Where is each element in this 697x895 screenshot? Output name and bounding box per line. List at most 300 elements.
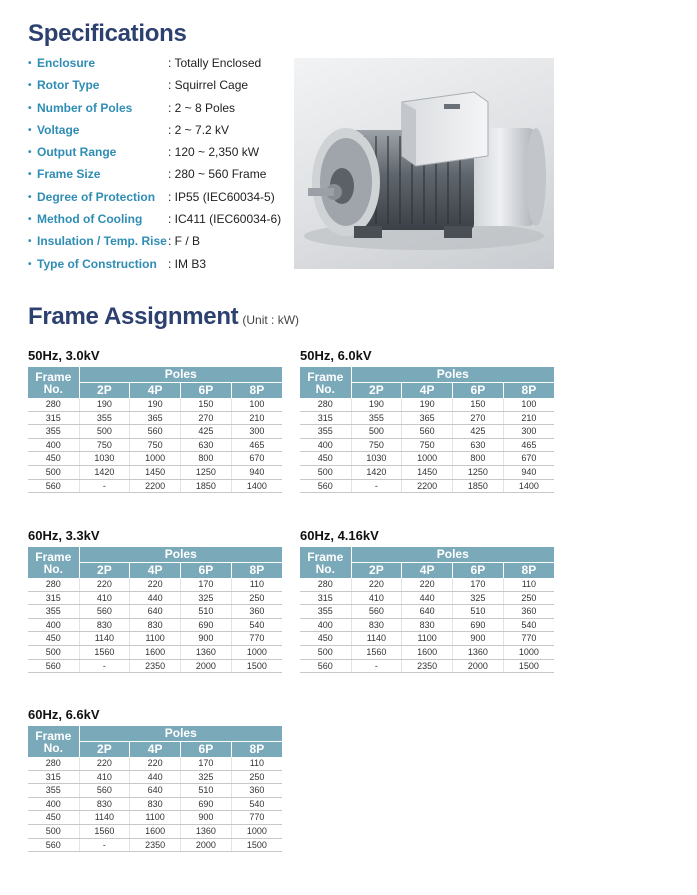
frame-table-block: [300, 528, 554, 673]
output-cell: 1140: [79, 632, 130, 646]
output-cell: 1560: [79, 824, 130, 838]
output-cell: 2350: [130, 659, 181, 673]
frame-no-cell: 355: [300, 605, 351, 619]
output-cell: 640: [130, 605, 181, 619]
output-cell: 1500: [503, 659, 554, 673]
output-cell: 560: [79, 784, 130, 798]
frame-no-header: Frame No.: [28, 726, 79, 757]
output-cell: 750: [79, 438, 130, 452]
output-cell: 1140: [79, 811, 130, 825]
output-cell: 2000: [181, 659, 232, 673]
output-cell: 750: [130, 438, 181, 452]
pole-column-header: 8P: [231, 563, 282, 579]
output-cell: 1420: [351, 465, 402, 479]
output-cell: 770: [503, 632, 554, 646]
table-row: [300, 591, 554, 605]
output-cell: 1360: [181, 645, 232, 659]
table-row: [28, 578, 282, 591]
output-cell: 800: [453, 452, 504, 466]
bullet-icon: •: [28, 124, 32, 136]
spec-value: : IM B3: [168, 256, 207, 271]
output-cell: 1100: [402, 632, 453, 646]
output-cell: 1560: [351, 645, 402, 659]
specifications-list: [28, 56, 308, 279]
bullet-icon: •: [28, 147, 32, 159]
spec-label: Insulation / Temp. Rise: [37, 234, 167, 249]
spec-label: Method of Cooling: [37, 212, 143, 227]
output-cell: 630: [453, 438, 504, 452]
spec-label: Enclosure: [37, 56, 96, 70]
spec-label: Frame Size: [37, 167, 101, 182]
bullet-icon: •: [28, 214, 32, 226]
spec-item: [28, 257, 308, 279]
table-row: [28, 618, 282, 632]
pole-column-header: 6P: [453, 383, 504, 399]
frame-assignment-unit: (Unit : kW): [242, 313, 300, 327]
pole-column-header: 4P: [130, 563, 181, 579]
frame-no-cell: 500: [28, 824, 79, 838]
frame-no-cell: 450: [300, 632, 351, 646]
frame-no-cell: 315: [300, 591, 351, 605]
output-cell: -: [79, 659, 130, 673]
table-title: 60Hz, 4.16kV: [300, 528, 379, 543]
bullet-icon: •: [28, 58, 32, 69]
frame-no-cell: 560: [28, 479, 79, 493]
output-cell: 220: [130, 578, 181, 591]
frame-no-header: Frame No.: [300, 367, 351, 398]
bullet-icon: •: [28, 258, 32, 270]
pole-column-header: 2P: [79, 742, 130, 758]
frame-no-cell: 400: [300, 618, 351, 632]
output-cell: 1360: [453, 645, 504, 659]
table-row: [300, 645, 554, 659]
output-cell: 1400: [231, 479, 282, 493]
pole-column-header: 8P: [231, 383, 282, 399]
frame-no-cell: 280: [28, 398, 79, 411]
pole-column-header: 8P: [503, 383, 554, 399]
bullet-icon: •: [28, 236, 32, 248]
spec-value: : IP55 (IEC60034-5): [168, 189, 275, 204]
output-cell: 540: [231, 618, 282, 632]
spec-value: : 2 ~ 7.2 kV: [168, 122, 230, 137]
output-cell: 440: [130, 770, 181, 784]
spec-item: [28, 123, 308, 145]
output-cell: 250: [231, 591, 282, 605]
spec-item: [28, 56, 308, 78]
output-cell: 300: [231, 425, 282, 439]
table-row: [28, 632, 282, 646]
frame-no-cell: 280: [300, 398, 351, 411]
output-cell: 150: [181, 398, 232, 411]
output-cell: 1850: [181, 479, 232, 493]
output-cell: 2350: [402, 659, 453, 673]
frame-assignment-title: Frame Assignment: [28, 303, 239, 330]
spec-item: [28, 190, 308, 212]
output-cell: 510: [181, 784, 232, 798]
output-cell: 2200: [130, 479, 181, 493]
output-cell: 690: [181, 797, 232, 811]
frame-table-block: [300, 348, 554, 493]
output-cell: 540: [503, 618, 554, 632]
output-cell: 1100: [130, 811, 181, 825]
output-cell: 190: [130, 398, 181, 411]
table-row: [28, 438, 282, 452]
pole-column-header: 6P: [453, 563, 504, 579]
output-cell: 830: [79, 618, 130, 632]
bullet-icon: •: [28, 102, 32, 114]
frame-no-cell: 560: [28, 838, 79, 852]
table-row: [28, 605, 282, 619]
table-row: [28, 770, 282, 784]
output-cell: 690: [453, 618, 504, 632]
frame-table: [28, 367, 282, 493]
output-cell: 560: [79, 605, 130, 619]
output-cell: 210: [503, 411, 554, 425]
output-cell: 1400: [503, 479, 554, 493]
output-cell: 900: [181, 632, 232, 646]
frame-no-cell: 560: [300, 659, 351, 673]
spec-value: : Totally Enclosed: [168, 56, 262, 70]
frame-table-block: [28, 528, 282, 673]
output-cell: 1600: [130, 824, 181, 838]
table-row: [300, 425, 554, 439]
pole-column-header: 4P: [130, 383, 181, 399]
output-cell: 2000: [453, 659, 504, 673]
output-cell: 1360: [181, 824, 232, 838]
output-cell: 270: [181, 411, 232, 425]
motor-illustration: [294, 58, 554, 269]
table-row: [28, 398, 282, 411]
output-cell: 1000: [231, 645, 282, 659]
output-cell: 1450: [402, 465, 453, 479]
pole-column-header: 2P: [351, 563, 402, 579]
pole-column-header: 2P: [79, 383, 130, 399]
output-cell: 440: [402, 591, 453, 605]
output-cell: 355: [79, 411, 130, 425]
output-cell: 170: [181, 757, 232, 770]
poles-header: Poles: [79, 547, 282, 563]
frame-assignment-heading: [28, 303, 299, 331]
output-cell: 770: [231, 632, 282, 646]
output-cell: 250: [503, 591, 554, 605]
spec-label: Degree of Protection: [37, 189, 156, 204]
frame-no-cell: 280: [300, 578, 351, 591]
output-cell: 560: [130, 425, 181, 439]
output-cell: 270: [453, 411, 504, 425]
frame-no-cell: 280: [28, 578, 79, 591]
output-cell: 110: [231, 578, 282, 591]
output-cell: 750: [351, 438, 402, 452]
output-cell: 110: [503, 578, 554, 591]
output-cell: 300: [503, 425, 554, 439]
output-cell: 2000: [181, 838, 232, 852]
table-row: [28, 479, 282, 493]
frame-no-cell: 500: [28, 645, 79, 659]
output-cell: 210: [231, 411, 282, 425]
pole-column-header: 4P: [402, 383, 453, 399]
pole-column-header: 4P: [130, 742, 181, 758]
output-cell: 465: [231, 438, 282, 452]
output-cell: 670: [231, 452, 282, 466]
pole-column-header: 6P: [181, 563, 232, 579]
frame-no-cell: 450: [300, 452, 351, 466]
frame-table: [300, 367, 554, 493]
output-cell: 830: [130, 618, 181, 632]
output-cell: 100: [231, 398, 282, 411]
spec-label: Type of Construction: [37, 256, 157, 271]
pole-column-header: 8P: [231, 742, 282, 758]
poles-header: Poles: [79, 367, 282, 383]
frame-no-cell: 355: [300, 425, 351, 439]
table-row: [28, 465, 282, 479]
table-row: [28, 797, 282, 811]
output-cell: 220: [79, 757, 130, 770]
output-cell: 560: [351, 605, 402, 619]
output-cell: 360: [503, 605, 554, 619]
output-cell: 360: [231, 784, 282, 798]
pole-column-header: 6P: [181, 742, 232, 758]
output-cell: 2350: [130, 838, 181, 852]
output-cell: 410: [79, 770, 130, 784]
table-row: [300, 632, 554, 646]
spec-item: [28, 167, 308, 189]
output-cell: 640: [130, 784, 181, 798]
output-cell: 900: [453, 632, 504, 646]
pole-column-header: 6P: [181, 383, 232, 399]
output-cell: 830: [351, 618, 402, 632]
frame-no-cell: 355: [28, 425, 79, 439]
table-row: [300, 605, 554, 619]
spec-label: Voltage: [37, 122, 80, 137]
spec-label: Number of Poles: [37, 100, 133, 115]
output-cell: 250: [231, 770, 282, 784]
spec-item: [28, 212, 308, 234]
output-cell: -: [351, 479, 402, 493]
output-cell: 190: [402, 398, 453, 411]
table-row: [28, 824, 282, 838]
table-row: [300, 465, 554, 479]
output-cell: 190: [79, 398, 130, 411]
frame-no-cell: 355: [28, 784, 79, 798]
frame-no-cell: 400: [300, 438, 351, 452]
output-cell: 560: [402, 425, 453, 439]
table-row: [300, 398, 554, 411]
output-cell: 940: [231, 465, 282, 479]
output-cell: 1420: [79, 465, 130, 479]
table-row: [28, 591, 282, 605]
output-cell: 1450: [130, 465, 181, 479]
output-cell: 940: [503, 465, 554, 479]
output-cell: 410: [351, 591, 402, 605]
table-title: 60Hz, 3.3kV: [28, 528, 100, 543]
output-cell: 1600: [402, 645, 453, 659]
table-row: [300, 438, 554, 452]
bullet-icon: •: [28, 191, 32, 203]
frame-table-block: [28, 707, 282, 852]
output-cell: 100: [503, 398, 554, 411]
output-cell: 220: [130, 757, 181, 770]
frame-no-cell: 280: [28, 757, 79, 770]
frame-no-cell: 400: [28, 438, 79, 452]
output-cell: 1250: [453, 465, 504, 479]
spec-value: : 2 ~ 8 Poles: [168, 100, 236, 115]
table-row: [28, 425, 282, 439]
output-cell: 670: [503, 452, 554, 466]
output-cell: 1000: [231, 824, 282, 838]
output-cell: 500: [79, 425, 130, 439]
table-row: [28, 757, 282, 770]
frame-no-cell: 560: [28, 659, 79, 673]
spec-label: Output Range: [37, 145, 117, 160]
output-cell: 630: [181, 438, 232, 452]
frame-no-cell: 400: [28, 797, 79, 811]
output-cell: 190: [351, 398, 402, 411]
table-row: [300, 578, 554, 591]
pole-column-header: 2P: [79, 563, 130, 579]
output-cell: 800: [181, 452, 232, 466]
spec-item: [28, 78, 308, 100]
output-cell: 425: [453, 425, 504, 439]
output-cell: -: [79, 479, 130, 493]
output-cell: 465: [503, 438, 554, 452]
frame-no-cell: 355: [28, 605, 79, 619]
spec-value: : IC411 (IEC60034-6): [168, 212, 282, 227]
table-row: [28, 645, 282, 659]
frame-no-cell: 450: [28, 632, 79, 646]
specifications-heading: Specifications: [28, 20, 187, 47]
output-cell: 150: [453, 398, 504, 411]
table-row: [300, 479, 554, 493]
spec-item: [28, 234, 308, 256]
output-cell: 510: [453, 605, 504, 619]
output-cell: 170: [453, 578, 504, 591]
table-row: [28, 838, 282, 852]
output-cell: 220: [79, 578, 130, 591]
frame-no-cell: 315: [28, 411, 79, 425]
output-cell: -: [79, 838, 130, 852]
frame-no-cell: 560: [300, 479, 351, 493]
frame-no-cell: 500: [28, 465, 79, 479]
output-cell: 1600: [130, 645, 181, 659]
frame-table: [28, 547, 282, 673]
bullet-icon: •: [28, 169, 32, 181]
frame-no-header: Frame No.: [28, 367, 79, 398]
output-cell: 425: [181, 425, 232, 439]
poles-header: Poles: [351, 547, 554, 563]
output-cell: 1030: [351, 452, 402, 466]
frame-no-cell: 500: [300, 645, 351, 659]
table-row: [300, 618, 554, 632]
frame-no-cell: 400: [28, 618, 79, 632]
output-cell: 220: [351, 578, 402, 591]
spec-item: [28, 101, 308, 123]
output-cell: 900: [181, 811, 232, 825]
output-cell: 325: [453, 591, 504, 605]
output-cell: 830: [402, 618, 453, 632]
output-cell: 510: [181, 605, 232, 619]
table-row: [300, 659, 554, 673]
spec-value: : F / B: [168, 234, 201, 249]
output-cell: 830: [130, 797, 181, 811]
output-cell: 110: [231, 757, 282, 770]
output-cell: 690: [181, 618, 232, 632]
output-cell: 540: [231, 797, 282, 811]
frame-no-cell: 315: [28, 591, 79, 605]
output-cell: 1500: [231, 659, 282, 673]
output-cell: 1500: [231, 838, 282, 852]
spec-value: : 280 ~ 560 Frame: [168, 167, 267, 182]
output-cell: 325: [181, 770, 232, 784]
output-cell: 1560: [79, 645, 130, 659]
frame-no-cell: 450: [28, 811, 79, 825]
frame-no-cell: 450: [28, 452, 79, 466]
poles-header: Poles: [351, 367, 554, 383]
table-row: [28, 811, 282, 825]
output-cell: 1000: [130, 452, 181, 466]
frame-no-cell: 315: [300, 411, 351, 425]
output-cell: 1000: [402, 452, 453, 466]
output-cell: 1140: [351, 632, 402, 646]
table-row: [300, 452, 554, 466]
output-cell: 770: [231, 811, 282, 825]
table-row: [28, 784, 282, 798]
output-cell: 1100: [130, 632, 181, 646]
output-cell: 1000: [503, 645, 554, 659]
spec-label: Rotor Type: [37, 78, 100, 93]
output-cell: 170: [181, 578, 232, 591]
output-cell: 1850: [453, 479, 504, 493]
output-cell: 355: [351, 411, 402, 425]
output-cell: 830: [79, 797, 130, 811]
table-row: [28, 659, 282, 673]
output-cell: 1030: [79, 452, 130, 466]
table-row: [28, 411, 282, 425]
poles-header: Poles: [79, 726, 282, 742]
frame-no-cell: 500: [300, 465, 351, 479]
pole-column-header: 2P: [351, 383, 402, 399]
spec-item: [28, 145, 308, 167]
frame-no-header: Frame No.: [28, 547, 79, 578]
output-cell: 640: [402, 605, 453, 619]
pole-column-header: 8P: [503, 563, 554, 579]
output-cell: 750: [402, 438, 453, 452]
output-cell: 365: [130, 411, 181, 425]
bullet-icon: •: [28, 80, 32, 92]
table-row: [28, 452, 282, 466]
output-cell: 440: [130, 591, 181, 605]
table-title: 60Hz, 6.6kV: [28, 707, 100, 722]
table-row: [300, 411, 554, 425]
output-cell: 325: [181, 591, 232, 605]
frame-no-cell: 315: [28, 770, 79, 784]
frame-no-header: Frame No.: [300, 547, 351, 578]
output-cell: 410: [79, 591, 130, 605]
frame-table-block: [28, 348, 282, 493]
output-cell: 220: [402, 578, 453, 591]
table-title: 50Hz, 6.0kV: [300, 348, 372, 363]
frame-table: [28, 726, 282, 852]
pole-column-header: 4P: [402, 563, 453, 579]
motor-photo: [294, 58, 554, 269]
spec-value: : Squirrel Cage: [168, 78, 249, 93]
output-cell: -: [351, 659, 402, 673]
frame-table: [300, 547, 554, 673]
output-cell: 1250: [181, 465, 232, 479]
output-cell: 365: [402, 411, 453, 425]
spec-value: : 120 ~ 2,350 kW: [168, 145, 260, 160]
output-cell: 500: [351, 425, 402, 439]
output-cell: 360: [231, 605, 282, 619]
